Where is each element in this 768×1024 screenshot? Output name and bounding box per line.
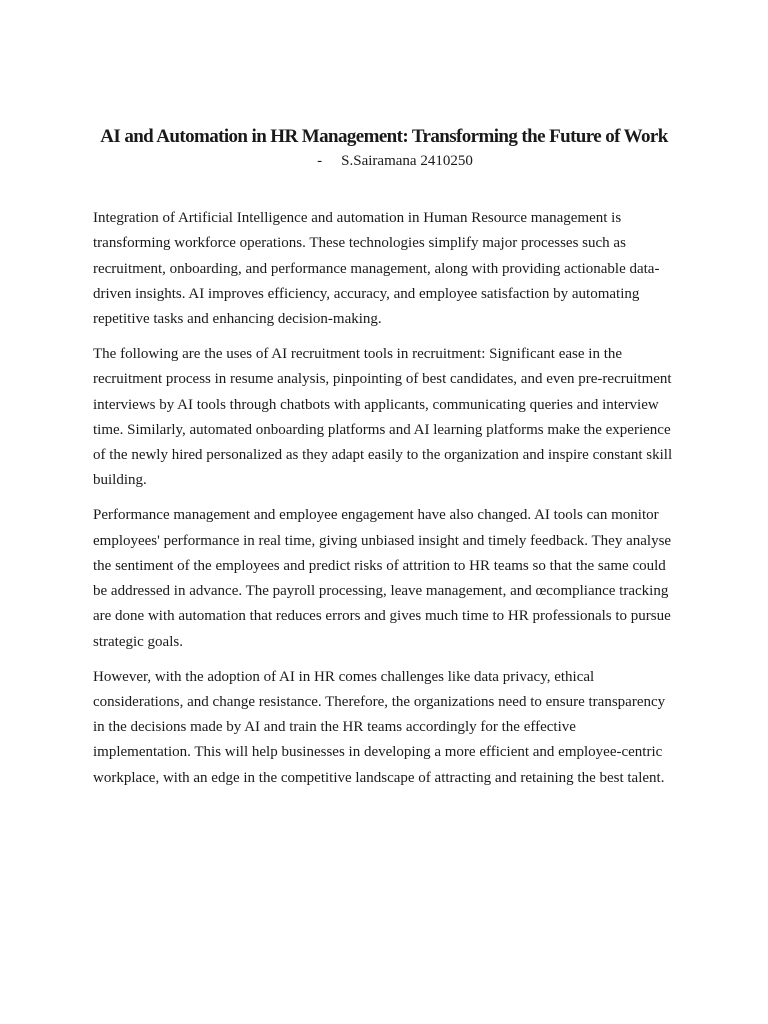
paragraph-2: The following are the uses of AI recruitment tools in recruitment: Significant ease in the recruitment process in resume analysis, pinpointing of best candidates, and even pre-recruitment interviews by AI tools through chatbots with applicants, communicating queries and interview time. Similarly, automated onboarding platforms and AI learning platforms make the experience of the newly hired personalized as they adapt easily to the organization and inspire constant skill building.	[93, 345, 673, 489]
paragraph-1: Integration of Artificial Intelligence and automation in Human Resource management is transforming workforce operations. These technologies simplify major processes such as recruitment, onboarding, and performance management, along with providing actionable data-driven insights. AI improves efficiency, accuracy, and employee satisfaction by automating repetitive tasks and enhancing decision-making.	[93, 210, 660, 328]
document-body	[93, 206, 677, 801]
paragraph-4: However, with the adoption of AI in HR comes challenges like data privacy, ethical considerations, and change resistance. Therefore, the organizations need to ensure transparency in the decisions made by AI and train the HR teams accordingly for the effective implementation. This will help businesses in developing a more efficient and employee-centric workplace, with an edge in the competitive landscape of attracting and retaining the best talent.	[93, 668, 666, 786]
byline-dash: -	[317, 153, 323, 169]
author-name: S.Sairamana 2410250	[341, 153, 473, 169]
paragraph-3: Performance management and employee engagement have also changed. AI tools can monitor employees' performance in real time, giving unbiased insight and timely feedback. They analyse the sentiment of the employees and predict risks of attrition to HR teams so that the same could be addressed in advance. The payroll processing, leave management, and œcompliance tracking are done with automation that reduces errors and gives much time to HR professionals to pursue strategic goals.	[93, 507, 672, 650]
document-title: AI and Automation in HR Management: Transforming the Future of Work	[100, 126, 668, 147]
author-byline	[0, 151, 768, 171]
